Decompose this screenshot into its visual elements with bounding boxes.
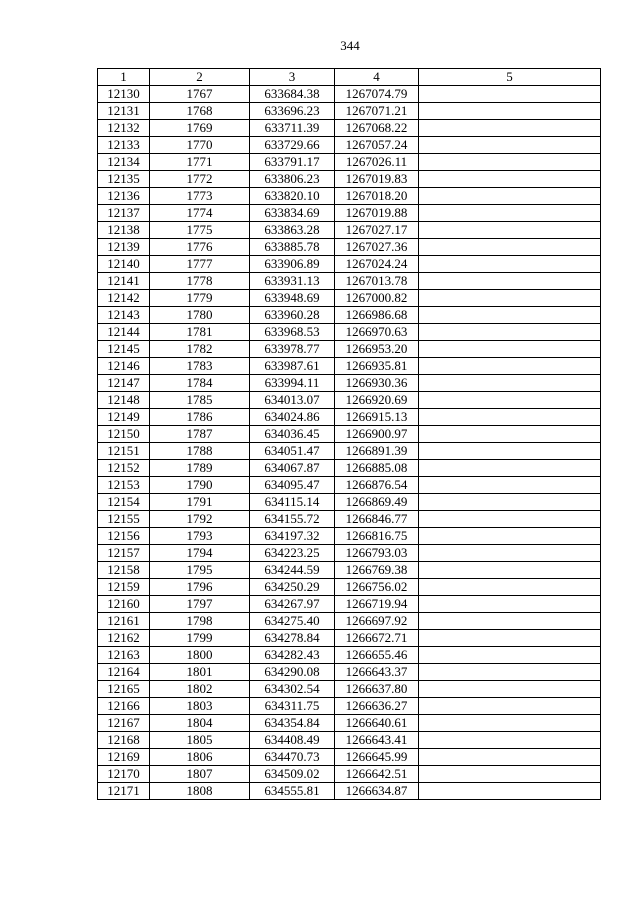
x-coordinate-cell: 633885.78 [250, 239, 335, 256]
coordinates-table [97, 68, 601, 800]
row-number-cell: 12132 [98, 120, 150, 137]
note-cell [419, 681, 601, 698]
point-number-cell: 1788 [150, 443, 250, 460]
note-cell [419, 443, 601, 460]
y-coordinate-cell: 1266672.71 [335, 630, 419, 647]
x-coordinate-cell: 634036.45 [250, 426, 335, 443]
x-coordinate-cell: 634013.07 [250, 392, 335, 409]
point-number-cell: 1772 [150, 171, 250, 188]
point-number-cell: 1805 [150, 732, 250, 749]
point-number-cell: 1781 [150, 324, 250, 341]
table-row [98, 273, 601, 290]
x-coordinate-cell: 633994.11 [250, 375, 335, 392]
row-number-cell: 12135 [98, 171, 150, 188]
x-coordinate-cell: 633729.66 [250, 137, 335, 154]
y-coordinate-cell: 1266876.54 [335, 477, 419, 494]
x-coordinate-cell: 634250.29 [250, 579, 335, 596]
point-number-cell: 1790 [150, 477, 250, 494]
table-row [98, 681, 601, 698]
note-cell [419, 477, 601, 494]
x-coordinate-cell: 633834.69 [250, 205, 335, 222]
note-cell [419, 511, 601, 528]
point-number-cell: 1798 [150, 613, 250, 630]
point-number-cell: 1806 [150, 749, 250, 766]
x-coordinate-cell: 633960.28 [250, 307, 335, 324]
row-number-cell: 12166 [98, 698, 150, 715]
note-cell [419, 375, 601, 392]
y-coordinate-cell: 1266643.41 [335, 732, 419, 749]
column-header-2: 2 [150, 69, 250, 86]
row-number-cell: 12136 [98, 188, 150, 205]
point-number-cell: 1795 [150, 562, 250, 579]
x-coordinate-cell: 634302.54 [250, 681, 335, 698]
row-number-cell: 12147 [98, 375, 150, 392]
x-coordinate-cell: 634354.84 [250, 715, 335, 732]
note-cell [419, 341, 601, 358]
table-row [98, 613, 601, 630]
point-number-cell: 1786 [150, 409, 250, 426]
table-row [98, 647, 601, 664]
y-coordinate-cell: 1266756.02 [335, 579, 419, 596]
row-number-cell: 12169 [98, 749, 150, 766]
point-number-cell: 1780 [150, 307, 250, 324]
y-coordinate-cell: 1266846.77 [335, 511, 419, 528]
row-number-cell: 12170 [98, 766, 150, 783]
note-cell [419, 783, 601, 800]
row-number-cell: 12153 [98, 477, 150, 494]
column-header-3: 3 [250, 69, 335, 86]
row-number-cell: 12134 [98, 154, 150, 171]
point-number-cell: 1769 [150, 120, 250, 137]
column-header-4: 4 [335, 69, 419, 86]
y-coordinate-cell: 1267024.24 [335, 256, 419, 273]
table-row [98, 324, 601, 341]
table-row [98, 86, 601, 103]
point-number-cell: 1783 [150, 358, 250, 375]
x-coordinate-cell: 633978.77 [250, 341, 335, 358]
table-row [98, 749, 601, 766]
table-row [98, 154, 601, 171]
y-coordinate-cell: 1267013.78 [335, 273, 419, 290]
note-cell [419, 749, 601, 766]
table-row [98, 664, 601, 681]
row-number-cell: 12154 [98, 494, 150, 511]
note-cell [419, 171, 601, 188]
x-coordinate-cell: 633820.10 [250, 188, 335, 205]
y-coordinate-cell: 1266885.08 [335, 460, 419, 477]
row-number-cell: 12168 [98, 732, 150, 749]
point-number-cell: 1796 [150, 579, 250, 596]
x-coordinate-cell: 634555.81 [250, 783, 335, 800]
table-row [98, 256, 601, 273]
row-number-cell: 12148 [98, 392, 150, 409]
x-coordinate-cell: 634278.84 [250, 630, 335, 647]
table-row [98, 358, 601, 375]
x-coordinate-cell: 634115.14 [250, 494, 335, 511]
y-coordinate-cell: 1266920.69 [335, 392, 419, 409]
y-coordinate-cell: 1267071.21 [335, 103, 419, 120]
x-coordinate-cell: 634024.86 [250, 409, 335, 426]
x-coordinate-cell: 633806.23 [250, 171, 335, 188]
table-row [98, 341, 601, 358]
table-row [98, 579, 601, 596]
point-number-cell: 1802 [150, 681, 250, 698]
y-coordinate-cell: 1266891.39 [335, 443, 419, 460]
x-coordinate-cell: 634282.43 [250, 647, 335, 664]
row-number-cell: 12171 [98, 783, 150, 800]
row-number-cell: 12146 [98, 358, 150, 375]
row-number-cell: 12145 [98, 341, 150, 358]
note-cell [419, 154, 601, 171]
table-row [98, 120, 601, 137]
x-coordinate-cell: 633987.61 [250, 358, 335, 375]
note-cell [419, 766, 601, 783]
y-coordinate-cell: 1266634.87 [335, 783, 419, 800]
row-number-cell: 12162 [98, 630, 150, 647]
x-coordinate-cell: 633931.13 [250, 273, 335, 290]
x-coordinate-cell: 634267.97 [250, 596, 335, 613]
row-number-cell: 12142 [98, 290, 150, 307]
table-row [98, 443, 601, 460]
y-coordinate-cell: 1267000.82 [335, 290, 419, 307]
y-coordinate-cell: 1267019.83 [335, 171, 419, 188]
point-number-cell: 1770 [150, 137, 250, 154]
table-row [98, 409, 601, 426]
row-number-cell: 12160 [98, 596, 150, 613]
table-row [98, 290, 601, 307]
note-cell [419, 239, 601, 256]
table-row [98, 494, 601, 511]
point-number-cell: 1776 [150, 239, 250, 256]
note-cell [419, 120, 601, 137]
row-number-cell: 12151 [98, 443, 150, 460]
table-row [98, 239, 601, 256]
note-cell [419, 664, 601, 681]
y-coordinate-cell: 1267074.79 [335, 86, 419, 103]
y-coordinate-cell: 1267026.11 [335, 154, 419, 171]
row-number-cell: 12158 [98, 562, 150, 579]
y-coordinate-cell: 1266697.92 [335, 613, 419, 630]
point-number-cell: 1797 [150, 596, 250, 613]
y-coordinate-cell: 1266930.36 [335, 375, 419, 392]
row-number-cell: 12161 [98, 613, 150, 630]
note-cell [419, 188, 601, 205]
y-coordinate-cell: 1266637.80 [335, 681, 419, 698]
y-coordinate-cell: 1266935.81 [335, 358, 419, 375]
x-coordinate-cell: 634408.49 [250, 732, 335, 749]
point-number-cell: 1779 [150, 290, 250, 307]
note-cell [419, 630, 601, 647]
table-row [98, 511, 601, 528]
point-number-cell: 1778 [150, 273, 250, 290]
note-cell [419, 579, 601, 596]
table-row [98, 137, 601, 154]
x-coordinate-cell: 633684.38 [250, 86, 335, 103]
table-body [98, 86, 601, 800]
point-number-cell: 1773 [150, 188, 250, 205]
note-cell [419, 392, 601, 409]
row-number-cell: 12130 [98, 86, 150, 103]
table-header-row [98, 69, 601, 86]
row-number-cell: 12133 [98, 137, 150, 154]
y-coordinate-cell: 1266953.20 [335, 341, 419, 358]
table-row [98, 171, 601, 188]
page-number: 344 [340, 38, 360, 53]
point-number-cell: 1774 [150, 205, 250, 222]
y-coordinate-cell: 1266915.13 [335, 409, 419, 426]
note-cell [419, 256, 601, 273]
note-cell [419, 494, 601, 511]
note-cell [419, 273, 601, 290]
x-coordinate-cell: 634223.25 [250, 545, 335, 562]
x-coordinate-cell: 634244.59 [250, 562, 335, 579]
row-number-cell: 12164 [98, 664, 150, 681]
y-coordinate-cell: 1267068.22 [335, 120, 419, 137]
y-coordinate-cell: 1267057.24 [335, 137, 419, 154]
y-coordinate-cell: 1266655.46 [335, 647, 419, 664]
x-coordinate-cell: 634470.73 [250, 749, 335, 766]
row-number-cell: 12150 [98, 426, 150, 443]
y-coordinate-cell: 1266636.27 [335, 698, 419, 715]
note-cell [419, 426, 601, 443]
note-cell [419, 528, 601, 545]
point-number-cell: 1804 [150, 715, 250, 732]
y-coordinate-cell: 1267019.88 [335, 205, 419, 222]
row-number-cell: 12138 [98, 222, 150, 239]
note-cell [419, 545, 601, 562]
row-number-cell: 12152 [98, 460, 150, 477]
x-coordinate-cell: 633948.69 [250, 290, 335, 307]
row-number-cell: 12165 [98, 681, 150, 698]
point-number-cell: 1792 [150, 511, 250, 528]
row-number-cell: 12163 [98, 647, 150, 664]
point-number-cell: 1784 [150, 375, 250, 392]
x-coordinate-cell: 634197.32 [250, 528, 335, 545]
point-number-cell: 1799 [150, 630, 250, 647]
point-number-cell: 1807 [150, 766, 250, 783]
table-row [98, 783, 601, 800]
x-coordinate-cell: 633711.39 [250, 120, 335, 137]
note-cell [419, 137, 601, 154]
note-cell [419, 290, 601, 307]
point-number-cell: 1782 [150, 341, 250, 358]
table-row [98, 477, 601, 494]
table-row [98, 596, 601, 613]
y-coordinate-cell: 1266900.97 [335, 426, 419, 443]
point-number-cell: 1771 [150, 154, 250, 171]
x-coordinate-cell: 634509.02 [250, 766, 335, 783]
note-cell [419, 324, 601, 341]
y-coordinate-cell: 1266869.49 [335, 494, 419, 511]
x-coordinate-cell: 634290.08 [250, 664, 335, 681]
row-number-cell: 12143 [98, 307, 150, 324]
y-coordinate-cell: 1266719.94 [335, 596, 419, 613]
note-cell [419, 460, 601, 477]
y-coordinate-cell: 1267027.36 [335, 239, 419, 256]
table-row [98, 715, 601, 732]
table-row [98, 562, 601, 579]
table-row [98, 528, 601, 545]
point-number-cell: 1785 [150, 392, 250, 409]
note-cell [419, 613, 601, 630]
x-coordinate-cell: 633968.53 [250, 324, 335, 341]
row-number-cell: 12157 [98, 545, 150, 562]
x-coordinate-cell: 634067.87 [250, 460, 335, 477]
note-cell [419, 222, 601, 239]
x-coordinate-cell: 634051.47 [250, 443, 335, 460]
y-coordinate-cell: 1266816.75 [335, 528, 419, 545]
row-number-cell: 12144 [98, 324, 150, 341]
note-cell [419, 647, 601, 664]
note-cell [419, 358, 601, 375]
table-row [98, 698, 601, 715]
x-coordinate-cell: 634311.75 [250, 698, 335, 715]
note-cell [419, 698, 601, 715]
note-cell [419, 596, 601, 613]
table-row [98, 392, 601, 409]
point-number-cell: 1791 [150, 494, 250, 511]
point-number-cell: 1767 [150, 86, 250, 103]
column-header-1: 1 [98, 69, 150, 86]
point-number-cell: 1803 [150, 698, 250, 715]
point-number-cell: 1768 [150, 103, 250, 120]
row-number-cell: 12159 [98, 579, 150, 596]
row-number-cell: 12131 [98, 103, 150, 120]
y-coordinate-cell: 1266645.99 [335, 749, 419, 766]
table-row [98, 732, 601, 749]
point-number-cell: 1793 [150, 528, 250, 545]
y-coordinate-cell: 1266642.51 [335, 766, 419, 783]
table-row [98, 545, 601, 562]
x-coordinate-cell: 633791.17 [250, 154, 335, 171]
y-coordinate-cell: 1267018.20 [335, 188, 419, 205]
point-number-cell: 1800 [150, 647, 250, 664]
y-coordinate-cell: 1267027.17 [335, 222, 419, 239]
note-cell [419, 732, 601, 749]
table-row [98, 766, 601, 783]
point-number-cell: 1794 [150, 545, 250, 562]
note-cell [419, 307, 601, 324]
y-coordinate-cell: 1266643.37 [335, 664, 419, 681]
note-cell [419, 103, 601, 120]
row-number-cell: 12149 [98, 409, 150, 426]
point-number-cell: 1775 [150, 222, 250, 239]
row-number-cell: 12156 [98, 528, 150, 545]
note-cell [419, 562, 601, 579]
y-coordinate-cell: 1266986.68 [335, 307, 419, 324]
row-number-cell: 12167 [98, 715, 150, 732]
point-number-cell: 1808 [150, 783, 250, 800]
table-row [98, 222, 601, 239]
table-row [98, 307, 601, 324]
point-number-cell: 1801 [150, 664, 250, 681]
y-coordinate-cell: 1266793.03 [335, 545, 419, 562]
note-cell [419, 715, 601, 732]
y-coordinate-cell: 1266970.63 [335, 324, 419, 341]
table-row [98, 188, 601, 205]
table-row [98, 375, 601, 392]
x-coordinate-cell: 633696.23 [250, 103, 335, 120]
table-row [98, 103, 601, 120]
point-number-cell: 1777 [150, 256, 250, 273]
row-number-cell: 12141 [98, 273, 150, 290]
point-number-cell: 1787 [150, 426, 250, 443]
y-coordinate-cell: 1266640.61 [335, 715, 419, 732]
note-cell [419, 409, 601, 426]
table-row [98, 630, 601, 647]
table-row [98, 460, 601, 477]
row-number-cell: 12139 [98, 239, 150, 256]
point-number-cell: 1789 [150, 460, 250, 477]
x-coordinate-cell: 633863.28 [250, 222, 335, 239]
table-row [98, 205, 601, 222]
column-header-5: 5 [419, 69, 601, 86]
x-coordinate-cell: 634275.40 [250, 613, 335, 630]
x-coordinate-cell: 634155.72 [250, 511, 335, 528]
y-coordinate-cell: 1266769.38 [335, 562, 419, 579]
x-coordinate-cell: 634095.47 [250, 477, 335, 494]
row-number-cell: 12140 [98, 256, 150, 273]
row-number-cell: 12137 [98, 205, 150, 222]
note-cell [419, 86, 601, 103]
note-cell [419, 205, 601, 222]
x-coordinate-cell: 633906.89 [250, 256, 335, 273]
row-number-cell: 12155 [98, 511, 150, 528]
table-row [98, 426, 601, 443]
